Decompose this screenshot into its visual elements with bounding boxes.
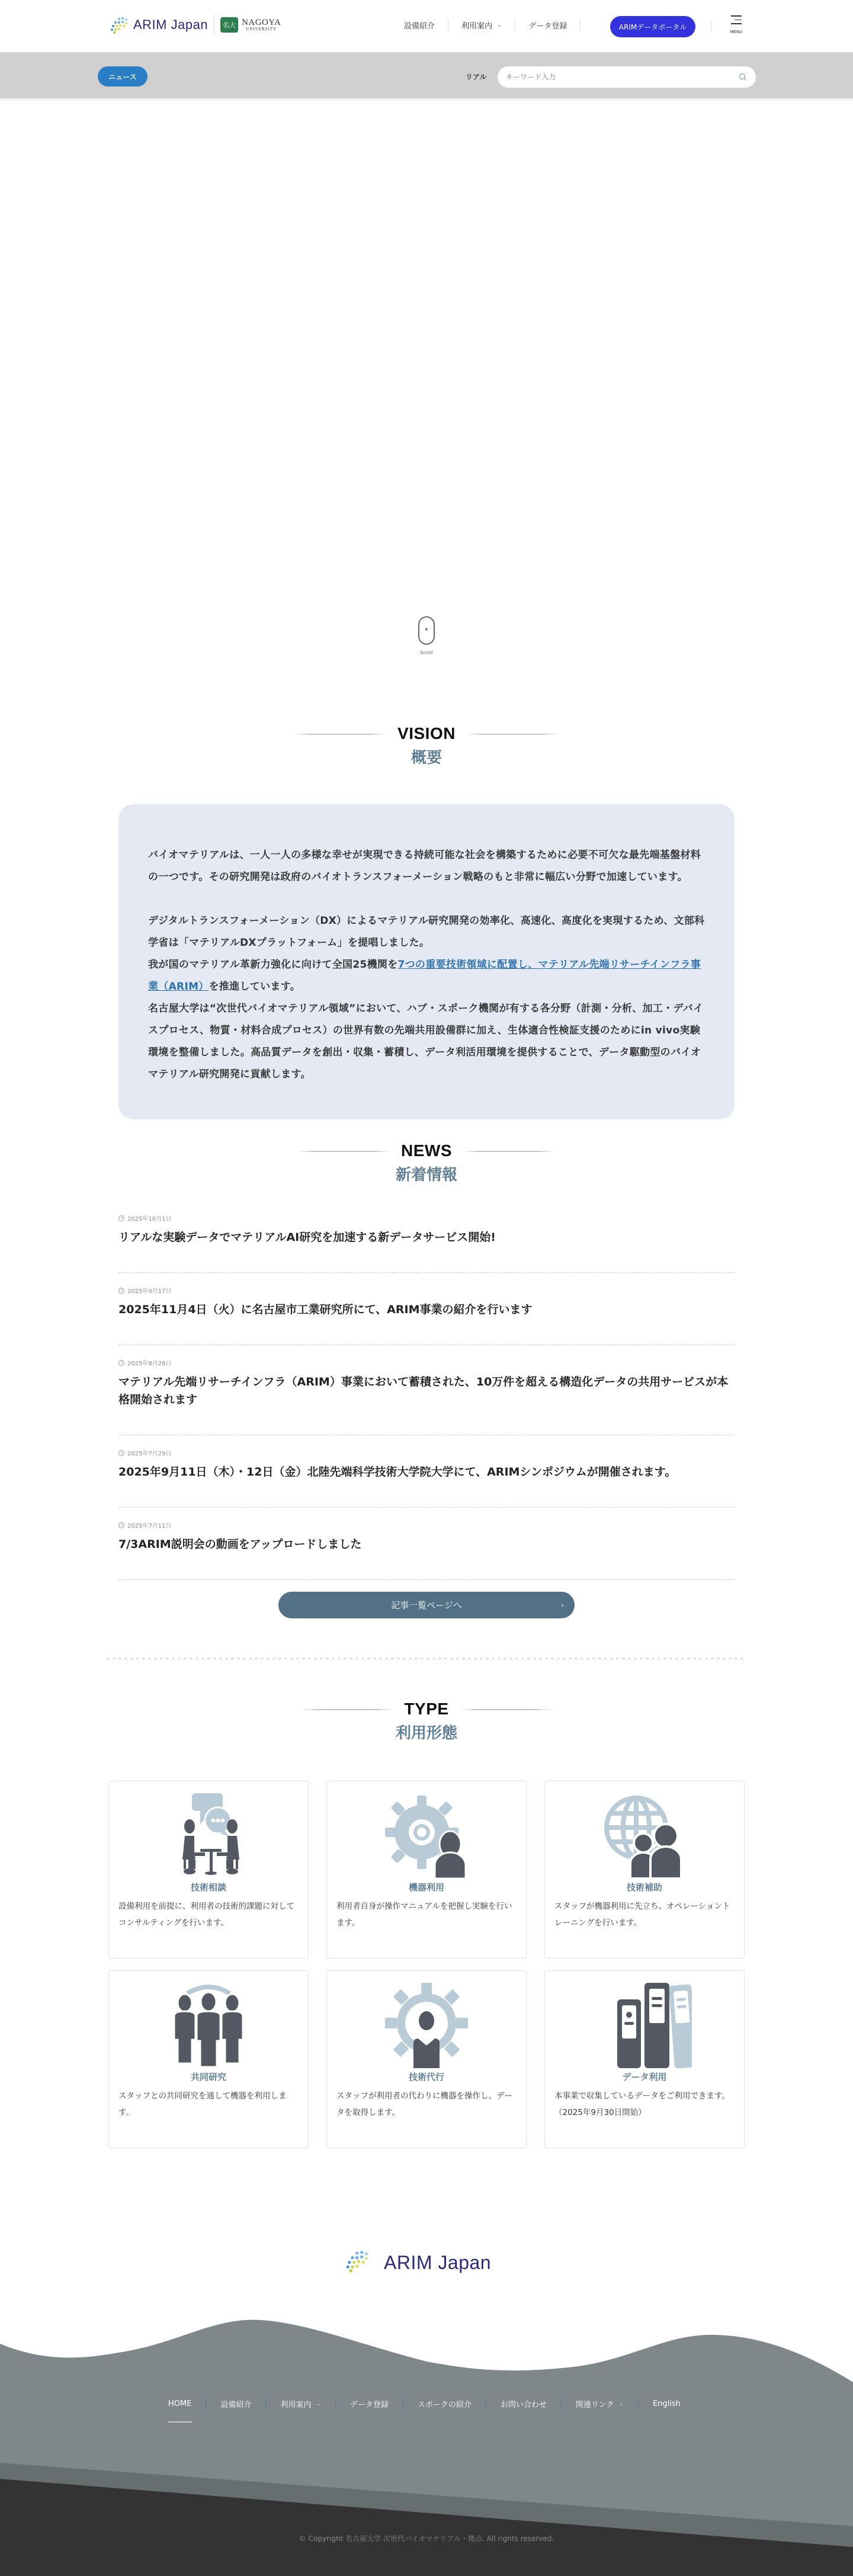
footer-nav-label: 設備紹介 [220, 2400, 252, 2409]
news-date-text: 2025年7月29日 [127, 1451, 172, 1457]
vision-paragraph-1: バイオマテリアルは、一人一人の多様な幸せが実現できる持続可能な社会を構築するために必要不可欠な最先端基盤材料の一つです。その研究開発は政府のバイオトランスフォーメーション戦略のもと非常に幅広い分野で加速しています。 [148, 849, 701, 883]
vision-paragraph-3 [148, 954, 705, 998]
vision-heading-ja: 概要 [411, 749, 442, 767]
chevron-down-icon: ⌄ [497, 21, 502, 28]
news-date-text: 2025年8月28日 [127, 1361, 172, 1367]
news-ticker-bar [0, 52, 853, 101]
footer-logo-text: ARIM Japan [384, 2252, 492, 2273]
technical-proxy-icon [379, 1979, 474, 2068]
type-description: スタッフが機器利用に先立ち、オペレーショントレーニングを行います。 [554, 1902, 730, 1928]
arim-logo-dots-icon [345, 2249, 381, 2276]
vision-section-heading [0, 724, 853, 767]
type-description: スタッフとの共同研究を通して機器を利用します。 [118, 2091, 287, 2117]
nav-label: 設備紹介 [404, 21, 435, 31]
data-use-icon [597, 1979, 692, 2068]
type-section-heading [0, 1700, 853, 1743]
footer-nav-spoke-intro[interactable] [403, 2398, 486, 2409]
footer-nav-label: English [653, 2399, 681, 2408]
chevron-right-icon: › [561, 1601, 564, 1609]
news-list-item[interactable] [118, 1508, 735, 1580]
arim-logo-text: ARIM Japan [133, 17, 209, 32]
news-date [118, 1448, 735, 1457]
type-title: データ利用 [622, 2072, 667, 2082]
news-title[interactable]: 2025年9月11日（木）・12日（金）北陸先端科学技術大学院大学にて、ARIMシンポジウムが開催されます。 [118, 1465, 676, 1479]
equipment-use-icon [379, 1790, 474, 1879]
footer-nav [168, 2398, 695, 2409]
top-nav [391, 18, 581, 32]
joint-research-icon [161, 1979, 256, 2068]
footer-nav-data-registration[interactable] [336, 2398, 403, 2409]
type-card-technical-assist[interactable] [544, 1781, 745, 1959]
nav-item-usage-guide[interactable] [448, 19, 515, 31]
chevron-down-icon: ⌄ [316, 2400, 321, 2407]
footer-nav-label: お問い合わせ [500, 2400, 547, 2409]
news-title[interactable]: 7/3ARIM説明会の動画をアップロードしました [118, 1538, 362, 1551]
nagoya-university-logo[interactable] [220, 17, 281, 33]
scroll-mouse-icon[interactable] [418, 616, 435, 645]
clock-icon [118, 1288, 124, 1294]
news-date [118, 1358, 735, 1367]
copyright-text: © Copyright 名古屋大学 次世代バイオマテリアル・拠点. All rights reserved. [299, 2535, 554, 2543]
news-archive-button[interactable] [278, 1592, 575, 1618]
news-date-text: 2025年10月1日 [127, 1216, 172, 1223]
nagoya-name: NAGOYA [242, 18, 281, 27]
hamburger-menu-button[interactable] [727, 13, 745, 40]
type-description: スタッフが利用者の代わりに機器を操作し、データを取得します。 [336, 2091, 512, 2117]
search-icon[interactable] [738, 72, 748, 82]
type-card-technical-proxy[interactable] [326, 1970, 527, 2148]
news-list [118, 1214, 735, 1580]
vision-p3-pre: 我が国のマテリアル革新力強化に向けて全国25機関を [148, 959, 398, 971]
footer-nav-label: 利用案内 [280, 2400, 312, 2409]
arim-data-portal-button[interactable]: ARIMデータポータル [610, 16, 695, 37]
news-list-item[interactable] [118, 1345, 735, 1435]
type-heading-ja: 利用形態 [395, 1724, 457, 1742]
footer-arim-logo[interactable] [345, 2252, 491, 2274]
technical-assist-icon [597, 1790, 692, 1879]
logo-group[interactable] [110, 13, 281, 37]
nav-item-equipment[interactable] [391, 19, 448, 31]
type-title: 技術代行 [408, 2072, 444, 2082]
nav-item-data-registration[interactable] [515, 19, 581, 31]
news-section-heading [0, 1141, 853, 1185]
scroll-label: Scroll [420, 650, 433, 655]
active-nav-indicator [168, 2421, 192, 2423]
news-title[interactable]: 2025年11月4日（火）に名古屋市工業研究所にて、ARIM事業の紹介を行います [118, 1303, 533, 1316]
site-header [0, 0, 853, 52]
news-heading-en: NEWS [401, 1141, 452, 1160]
news-date [118, 1521, 735, 1529]
type-title: 共同研究 [190, 2072, 226, 2082]
footer-nav-english[interactable] [639, 2398, 695, 2409]
news-heading-ja: 新着情報 [395, 1166, 457, 1184]
type-card-equipment-use[interactable] [326, 1781, 527, 1959]
news-list-item[interactable] [118, 1273, 735, 1345]
news-date [118, 1286, 735, 1295]
news-archive-label: 記事一覧ページへ [391, 1600, 462, 1611]
news-date-text: 2025年9月17日 [127, 1288, 172, 1295]
hamburger-icon [731, 15, 742, 27]
menu-label: MENU [730, 29, 743, 34]
nav-label: データ登録 [528, 21, 567, 31]
vision-paragraph-4: 名古屋大学は“次世代バイオマテリアル領域”において、ハブ・スポーク機関が有する各分野（計測・分析、加工・デバイスプロセス、物質・材料合成プロセス）の世界有数の先端共用設備群に加え、生体適合性検証支援のためにin vivo実験環境を整備しました。高品質データを創出・収集・蓄積し、データ利活用環境を提供することで、データ駆動型のバイオマテリアル研究開発に貢献します。 [148, 1003, 704, 1080]
vision-card [118, 804, 735, 1119]
clock-icon [118, 1360, 124, 1366]
nav-label: 利用案内 [461, 21, 493, 31]
footer-nav-usage-guide[interactable] [266, 2398, 335, 2409]
nagoya-emblem-icon: 名大 [220, 17, 238, 33]
arim-logo-dots-icon [110, 17, 130, 33]
news-list-item[interactable] [118, 1214, 735, 1273]
section-divider [107, 1657, 746, 1660]
consultation-icon [161, 1790, 256, 1879]
type-card-joint-research[interactable] [108, 1970, 309, 2148]
footer-nav-label: 関連リンク [575, 2400, 614, 2409]
clock-icon [118, 1522, 124, 1528]
type-card-consultation[interactable] [108, 1781, 309, 1959]
vision-heading-en: VISION [397, 724, 456, 743]
footer-nav-equipment[interactable] [206, 2398, 266, 2409]
news-date [118, 1214, 735, 1223]
footer-nav-related-links[interactable] [562, 2398, 639, 2409]
clock-icon [118, 1215, 124, 1221]
chevron-down-icon: ⌄ [618, 2400, 624, 2407]
news-list-item[interactable] [118, 1435, 735, 1508]
type-title: 技術相談 [190, 1882, 226, 1893]
footer-nav-label: HOME [168, 2399, 192, 2408]
arim-project-link[interactable]: 7つの重要技術領域に配置し、マテリアル先端リサーチインフラ事業（ARIM） [148, 959, 701, 993]
clock-icon [118, 1450, 124, 1456]
footer-nav-label: スポークの紹介 [417, 2400, 472, 2409]
footer-nav-label: データ登録 [349, 2400, 389, 2409]
news-date-text: 2025年7月11日 [127, 1523, 172, 1529]
usage-type-grid [108, 1781, 745, 2148]
footer-nav-home[interactable] [168, 2398, 206, 2409]
type-title: 技術補助 [626, 1882, 662, 1893]
arim-logo[interactable] [110, 17, 208, 33]
search-box [498, 66, 756, 88]
ticker-scrolling-text[interactable]: リアル [466, 73, 487, 81]
news-title[interactable]: マテリアル先端リサーチインフラ（ARIM）事業において蓄積された、10万件を超える構造化データの共用サービスが本格開始されます [118, 1375, 729, 1406]
vision-paragraph-2: デジタルトランスフォーメーション（DX）によるマテリアル研究開発の効率化、高速化、高度化を実現するため、文部科学省は「マテリアルDXプラットフォーム」を提唱しました。 [148, 915, 705, 949]
type-description: 本事業で収集しているデータをご利用できます。（2025年9月30日開始） [554, 2091, 730, 2117]
vision-p3-post: を推進しています。 [209, 981, 300, 993]
type-title: 機器利用 [408, 1882, 444, 1893]
type-card-data-use[interactable] [544, 1970, 745, 2148]
news-label-pill[interactable]: ニュース [98, 66, 147, 87]
keyword-search-input[interactable] [506, 73, 738, 81]
type-description: 設備利用を前提に、利用者の技術的課題に対してコンサルティングを行います。 [118, 1902, 294, 1928]
nagoya-sub: UNIVERSITY [246, 27, 277, 31]
type-description: 利用者自身が操作マニュアルを把握し実験を行います。 [336, 1902, 512, 1928]
news-title[interactable]: リアルな実験データでマテリアルAI研究を加速する新データサービス開始! [118, 1231, 496, 1244]
type-heading-en: TYPE [404, 1700, 449, 1718]
footer-nav-contact[interactable] [486, 2398, 562, 2409]
